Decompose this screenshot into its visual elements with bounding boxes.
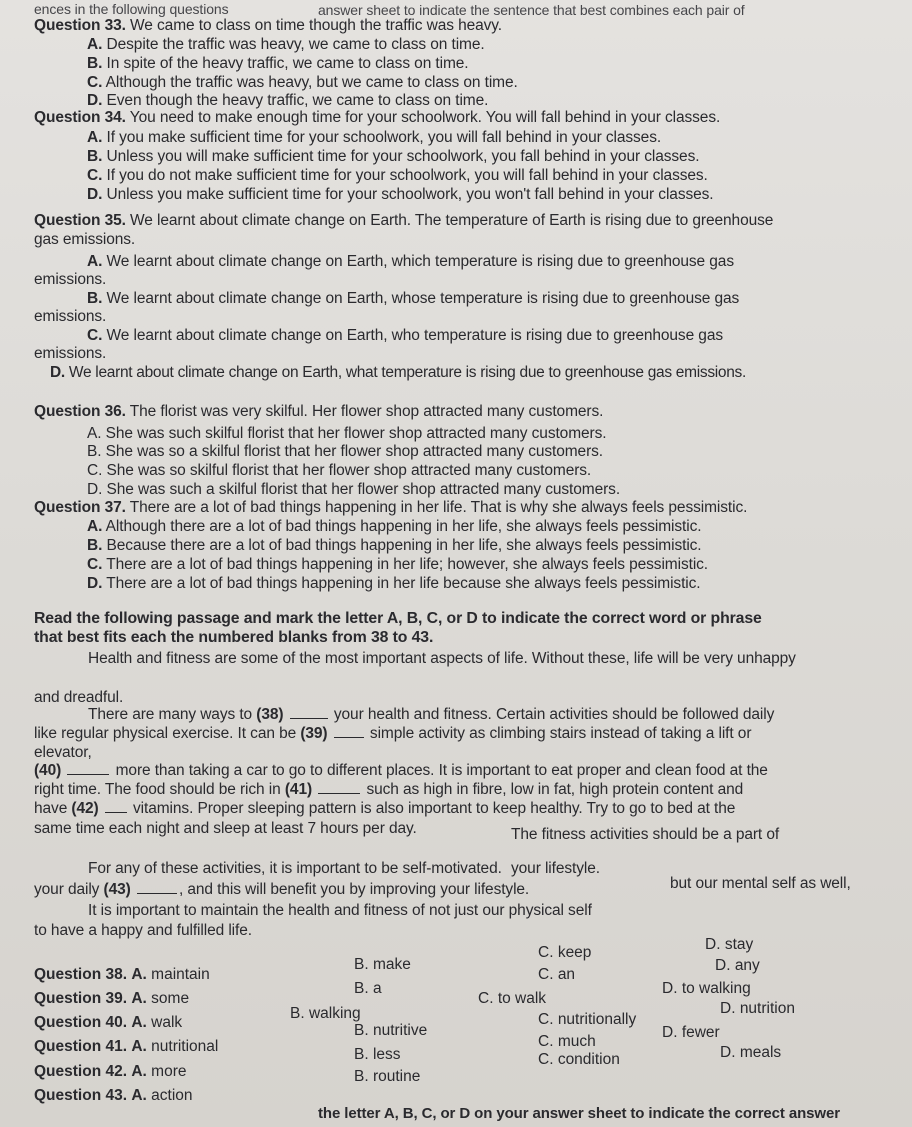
question-33-label: Question 33. <box>34 17 126 34</box>
option-letter: C. <box>538 1051 554 1068</box>
passage-line-42 <box>34 800 735 818</box>
option-text: If you do not make sufficient time for your schoolwork, you will fall behind in your classes. <box>106 167 708 184</box>
question-36-option-d[interactable] <box>87 481 620 499</box>
question-40-label <box>34 1014 182 1032</box>
passage-line-mental: but our mental self as well, <box>670 875 851 892</box>
question-35-option-c-cont: emissions. <box>34 345 107 362</box>
option-text: stay <box>724 936 754 953</box>
option-text: Although there are a lot of bad things happening in her life, she always feels pessimistic. <box>105 518 702 535</box>
passage-paragraph-3-lifestyle: your lifestyle. <box>511 860 600 877</box>
option-letter: A. <box>87 129 103 146</box>
option-letter: B. <box>87 443 102 460</box>
option-text: keep <box>557 944 592 961</box>
passage-text: your health and fitness. Certain activities should be followed daily <box>329 706 775 723</box>
option-letter: B. <box>354 1022 369 1039</box>
passage-line-38 <box>88 706 774 724</box>
question-number: Question 40. <box>34 1014 128 1031</box>
question-38-label <box>34 966 210 984</box>
option-text: We learnt about climate change on Earth, whose temperature is rising due to greenhouse gas <box>106 290 740 307</box>
question-41-option-d[interactable] <box>720 1000 795 1018</box>
option-letter: C. <box>87 74 103 91</box>
passage-line-43 <box>34 881 529 899</box>
passage-text: like regular physical exercise. It can be <box>34 725 301 742</box>
passage-text: have <box>34 800 72 817</box>
option-text: There are a lot of bad things happening in her life because she always feels pessimistic. <box>106 575 701 592</box>
passage-instruction-cont: that best fits each the numbered blanks from 38 to 43. <box>34 629 434 646</box>
option-letter: B. <box>87 537 103 554</box>
option-text: She was so a skilful florist that her flower shop attracted many customers. <box>105 443 603 460</box>
question-34-option-c[interactable] <box>87 167 708 185</box>
header-fragment-left: ences in the following questions <box>34 1 229 17</box>
option-text: to walking <box>681 980 751 997</box>
question-33-option-c[interactable] <box>87 74 518 92</box>
option-text: action <box>151 1087 193 1104</box>
option-letter: C. <box>538 1033 554 1050</box>
option-letter: D. <box>87 481 103 498</box>
blank-39[interactable] <box>334 725 364 738</box>
question-39-option-c[interactable] <box>538 966 575 984</box>
blank-41[interactable] <box>318 781 360 794</box>
option-letter: A. <box>131 1038 147 1055</box>
option-letter: D. <box>720 1000 736 1017</box>
option-text: If you make sufficient time for your schoolwork, you will fall behind in your classes. <box>106 129 662 146</box>
question-33-option-b[interactable] <box>87 55 469 73</box>
header-fragment-right: answer sheet to indicate the sentence that best combines each pair of <box>318 2 745 18</box>
option-text: walk <box>151 1014 183 1031</box>
option-text: Unless you will make sufficient time for your schoolwork, you fall behind in your classes. <box>106 148 700 165</box>
question-37-option-b[interactable] <box>87 537 702 555</box>
question-37-option-c[interactable] <box>87 556 708 574</box>
question-number: Question 43. <box>34 1087 128 1104</box>
option-letter: B. <box>354 956 369 973</box>
question-35-label: Question 35. <box>34 212 126 229</box>
question-43-option-b[interactable] <box>354 1068 420 1086</box>
question-33-text: We came to class on time though the traffic was heavy. <box>130 17 502 34</box>
question-33-stem <box>34 17 502 35</box>
question-42-label <box>34 1063 186 1081</box>
blank-40[interactable] <box>67 762 109 775</box>
question-34-option-d[interactable] <box>87 186 714 204</box>
passage-paragraph-4-cont: to have a happy and fulfilled life. <box>34 922 252 939</box>
question-36-option-a[interactable] <box>87 425 606 443</box>
option-text: meals <box>739 1044 782 1061</box>
option-text: Unless you make sufficient time for your schoolwork, you won't fall behind in your classes. <box>106 186 714 203</box>
option-letter: D. <box>662 1024 678 1041</box>
passage-paragraph-3: For any of these activities, it is important to be self-motivated. <box>88 860 502 877</box>
question-36-stem <box>34 403 603 421</box>
question-41-option-c[interactable] <box>538 1011 636 1029</box>
question-35-option-c[interactable] <box>87 327 723 345</box>
question-35-option-b-cont: emissions. <box>34 308 107 325</box>
passage-line-41 <box>34 781 743 799</box>
option-text: There are a lot of bad things happening in her life; however, she always feels pessimistic. <box>106 556 709 573</box>
option-letter: A. <box>87 253 103 270</box>
question-36-label: Question 36. <box>34 403 126 420</box>
option-text: condition <box>557 1051 620 1068</box>
option-letter: B. <box>354 1068 369 1085</box>
option-letter: B. <box>290 1005 305 1022</box>
question-37-stem <box>34 499 747 517</box>
option-text: an <box>557 966 576 983</box>
blank-42[interactable] <box>105 800 127 813</box>
passage-text: more than taking a car to go to different places. It is important to eat proper and clean food at the <box>115 762 768 779</box>
option-letter: D. <box>720 1044 736 1061</box>
question-34-option-a[interactable] <box>87 129 661 147</box>
question-33-option-a[interactable] <box>87 36 485 54</box>
option-letter: A. <box>131 966 147 983</box>
option-letter: A. <box>87 36 103 53</box>
option-letter: D. <box>50 364 65 381</box>
passage-text: vitamins. Proper sleeping pattern is also important to keep healthy. Try to go to bed at the <box>128 800 736 817</box>
question-34-stem <box>34 109 720 127</box>
question-40-option-b[interactable] <box>290 1005 361 1023</box>
option-letter: C. <box>87 462 103 479</box>
question-number: Question 38. <box>34 966 128 983</box>
passage-text: simple activity as climbing stairs instead of taking a lift or <box>365 725 752 742</box>
option-letter: D. <box>87 575 103 592</box>
option-letter: A. <box>87 518 103 535</box>
passage-text: such as high in fibre, low in fat, high protein content and <box>366 781 744 798</box>
question-42-option-c[interactable] <box>538 1033 596 1051</box>
question-39-option-b[interactable] <box>354 980 382 998</box>
blank-number-41: (41) <box>284 781 313 798</box>
question-35-text: We learnt about climate change on Earth. The temperature of Earth is rising due to greenhouse <box>130 212 774 229</box>
option-letter: B. <box>87 148 103 165</box>
option-text: maintain <box>151 966 210 983</box>
question-33-option-d[interactable] <box>87 92 488 110</box>
passage-text: , and this will benefit you by improving your lifestyle. <box>178 881 530 898</box>
question-40-option-d[interactable] <box>662 980 751 998</box>
question-36-text: The florist was very skilful. Her flower shop attracted many customers. <box>129 403 604 420</box>
option-letter: C. <box>87 556 103 573</box>
option-text: Because there are a lot of bad things happening in her life, she always feels pessimistic. <box>106 537 702 554</box>
option-text: We learnt about climate change on Earth, which temperature is rising due to greenhouse gas <box>106 253 734 270</box>
passage-line-elevator: elevator, <box>34 744 92 761</box>
question-38-option-c[interactable] <box>538 944 591 962</box>
option-text: We learnt about climate change on Earth, who temperature is rising due to greenhouse gas <box>106 327 723 344</box>
blank-number-40: (40) <box>34 762 62 779</box>
passage-line-sleep: same time each night and sleep at least 7 hours per day. <box>34 820 417 837</box>
question-43-label <box>34 1087 193 1105</box>
option-text: more <box>151 1063 187 1080</box>
question-35-option-b[interactable] <box>87 290 739 308</box>
question-34-label: Question 34. <box>34 109 126 126</box>
option-text: She was such skilful florist that her flower shop attracted many customers. <box>105 425 607 442</box>
option-letter: C. <box>87 327 103 344</box>
question-35-option-d[interactable] <box>50 364 746 382</box>
option-letter: A. <box>131 1063 147 1080</box>
blank-number-39: (39) <box>300 725 328 742</box>
option-letter: D. <box>662 980 678 997</box>
passage-text: There are many ways to <box>88 706 257 723</box>
question-37-label: Question 37. <box>34 499 126 516</box>
option-text: much <box>557 1033 596 1050</box>
option-text: some <box>151 990 190 1007</box>
option-text: She was so skilful florist that her flower shop attracted many customers. <box>106 462 592 479</box>
option-text: routine <box>372 1068 421 1085</box>
blank-number-43: (43) <box>103 881 131 898</box>
question-35-option-a[interactable] <box>87 253 734 271</box>
option-letter: C. <box>538 966 554 983</box>
option-letter: B. <box>354 980 369 997</box>
option-letter: A. <box>131 990 147 1007</box>
option-text: less <box>372 1046 401 1063</box>
passage-line-39 <box>34 725 751 743</box>
question-42-option-d[interactable] <box>662 1024 720 1042</box>
question-35-option-a-cont: emissions. <box>34 271 107 288</box>
option-letter: D. <box>705 936 721 953</box>
option-letter: D. <box>715 957 731 974</box>
passage-paragraph-1-cont: and dreadful. <box>34 689 124 706</box>
option-text: nutritive <box>372 1022 428 1039</box>
question-43-option-d[interactable] <box>720 1044 781 1062</box>
question-37-text: There are a lot of bad things happening in her life. That is why she always feels pessimistic. <box>129 499 748 516</box>
question-37-option-d[interactable] <box>87 575 700 593</box>
option-letter: A. <box>131 1014 147 1031</box>
option-letter: D. <box>87 92 103 109</box>
question-41-label <box>34 1038 218 1056</box>
option-text: Even though the heavy traffic, we came to class on time. <box>106 92 489 109</box>
passage-paragraph-4: It is important to maintain the health and fitness of not just our physical self <box>88 902 592 919</box>
option-text: fewer <box>681 1024 720 1041</box>
footer-instruction: the letter A, B, C, or D on your answer sheet to indicate the correct answer <box>318 1105 840 1122</box>
question-38-option-d[interactable] <box>705 936 753 954</box>
question-41-option-b[interactable] <box>354 1022 427 1040</box>
option-letter: C. <box>478 990 494 1007</box>
option-text: a <box>372 980 382 997</box>
passage-line-fitness: The fitness activities should be a part of <box>511 826 780 843</box>
question-34-option-b[interactable] <box>87 148 699 166</box>
passage-text: right time. The food should be rich in <box>34 781 285 798</box>
option-text: nutritionally <box>557 1011 637 1028</box>
option-text: walking <box>308 1005 361 1022</box>
option-letter: D. <box>87 186 103 203</box>
question-36-option-c[interactable] <box>87 462 591 480</box>
option-text: to walk <box>497 990 547 1007</box>
question-39-option-d[interactable] <box>715 957 760 975</box>
option-text: She was such a skilful florist that her flower shop attracted many customers. <box>106 481 621 498</box>
question-42-option-b[interactable] <box>354 1046 401 1064</box>
question-number: Question 39. <box>34 990 128 1007</box>
question-39-label <box>34 990 189 1008</box>
option-text: In spite of the heavy traffic, we came to class on time. <box>106 55 469 72</box>
blank-38[interactable] <box>290 706 328 719</box>
passage-line-40 <box>34 762 768 780</box>
option-letter: C. <box>538 944 554 961</box>
option-letter: C. <box>538 1011 554 1028</box>
question-37-option-a[interactable] <box>87 518 701 536</box>
question-36-option-b[interactable] <box>87 443 603 461</box>
blank-number-42: (42) <box>71 800 99 817</box>
question-34-text: You need to make enough time for your schoolwork. You will fall behind in your classes. <box>129 109 721 126</box>
option-text: nutrition <box>739 1000 795 1017</box>
question-number: Question 42. <box>34 1063 128 1080</box>
question-38-option-b[interactable] <box>354 956 411 974</box>
option-letter: B. <box>354 1046 369 1063</box>
question-35-stem-cont: gas emissions. <box>34 231 136 248</box>
option-text: nutritional <box>151 1038 219 1055</box>
option-text: Despite the traffic was heavy, we came to class on time. <box>106 36 485 53</box>
question-43-option-c[interactable] <box>538 1051 620 1069</box>
blank-number-38: (38) <box>256 706 284 723</box>
option-letter: B. <box>87 55 103 72</box>
question-number: Question 41. <box>34 1038 128 1055</box>
option-letter: A. <box>131 1087 147 1104</box>
question-40-option-c[interactable] <box>478 990 546 1008</box>
option-letter: B. <box>87 290 103 307</box>
passage-text: your daily <box>34 881 104 898</box>
option-letter: C. <box>87 167 103 184</box>
passage-paragraph-1: Health and fitness are some of the most important aspects of life. Without these, life will be very unhappy <box>88 650 796 667</box>
option-text: make <box>372 956 411 973</box>
option-text: Although the traffic was heavy, but we came to class on time. <box>105 74 518 91</box>
option-text: We learnt about climate change on Earth, what temperature is rising due to greenhouse gas emissions. <box>68 364 747 381</box>
question-35-stem <box>34 212 773 230</box>
passage-instruction: Read the following passage and mark the letter A, B, C, or D to indicate the correct word or phrase <box>34 610 762 627</box>
blank-43[interactable] <box>137 881 177 894</box>
option-text: any <box>734 957 760 974</box>
option-letter: A. <box>87 425 102 442</box>
